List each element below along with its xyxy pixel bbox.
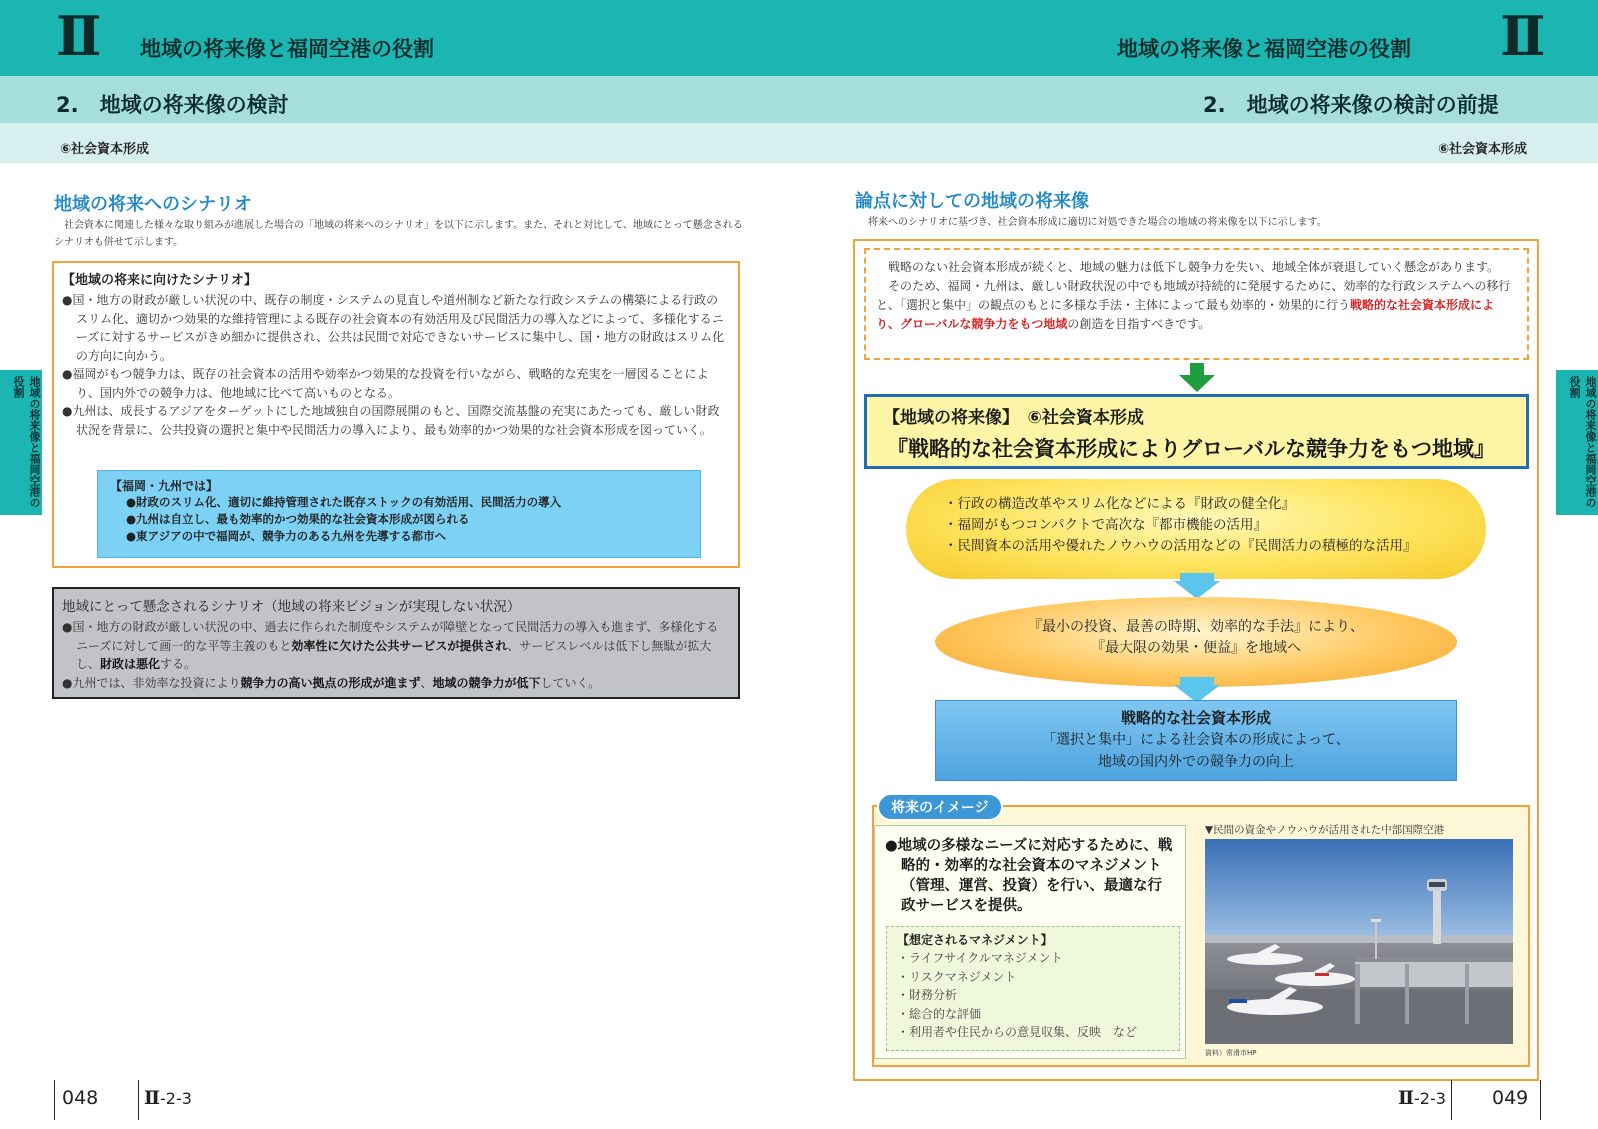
side-tab-right-label: 地域の将来像と福岡空港の役割 [1568, 376, 1597, 508]
footer-divider-left [54, 1080, 55, 1120]
strategic-formation-line-1: 「選択と集中」による社会資本の形成によって、 [1042, 732, 1350, 748]
concern-b1-mid: 、サービスレベルは低下し無駄が拡大し、 [76, 638, 712, 671]
concern-b1-text: ●国・地方の財政が厳しい状況の中、過去に作られた制度やシステムが障壁となって民間活力の導入も進まず、多様化するニーズに対して画一的な平等主義のもと [62, 620, 719, 653]
fukuoka-kyushu-item-2: ●九州は自立し、最も効率的かつ効果的な社会資本形成が図られる [126, 512, 470, 526]
section-title-left: 2. 地域の将来像の検討 [56, 93, 289, 117]
chapter-roman-left: Ⅱ [56, 4, 98, 68]
footer-divider-right-2 [1540, 1080, 1541, 1120]
fukuoka-kyushu-item-3: ●東アジアの中で福岡が、競争力のある九州を先導する都市へ [126, 529, 447, 543]
future-vision-banner [864, 394, 1529, 469]
concern-scenario-box [52, 587, 740, 699]
header-band-bottom [0, 123, 1598, 163]
page-number-left: 048 [62, 1087, 99, 1109]
concern-b1-bold-2: 財政は悪化 [100, 657, 161, 671]
footer-section-left [144, 1087, 192, 1109]
concern-b2-post: していく。 [540, 675, 601, 690]
photo-source: 資料）常滑市HP [1205, 1049, 1257, 1057]
concern-scenario-bullet-2 [62, 674, 730, 693]
concern-b2-bold-2: 地域の競争力が低下 [432, 675, 541, 690]
future-vision-statement: 『戦略的な社会資本形成によりグローバルな競争力をもつ地域』 [887, 437, 1495, 461]
left-intro-text: 社会資本に関連した様々な取り組みが進展した場合の「地域の将来へのシナリオ」を以下に示します。また、それと対比して、地域にとって懸念されるシナリオも併せて示します。 [54, 220, 743, 248]
future-scenario-heading: 【地域の将来に向けたシナリオ】 [62, 273, 257, 288]
concern-b2-text: ●九州では、非効率な投資により [62, 675, 241, 690]
strategic-formation-box [935, 700, 1457, 781]
management-list-heading: 【想定されるマネジメント】 [897, 933, 1053, 947]
footer-code-left: -2-3 [160, 1089, 192, 1108]
strategy-p2-text: そのため、福岡・九州は、厳しい財政状況の中でも地域が持続的に発展するために、効率的な行政システムへの移行と、「選択と集中」の観点のもとに多様な手法・主体によって最も効率的・効果的に行う [876, 279, 1511, 312]
strategy-paragraph-1: 戦略のない社会資本形成が続くと、地域の魅力は低下し競争力を失い、地域全体が衰退していく懸念があります。 [876, 260, 1500, 274]
chapter-title-right: 地域の将来像と福岡空港の役割 [1117, 37, 1411, 61]
management-item-4: ・総合的な評価 [897, 1006, 982, 1021]
fukuoka-kyushu-item-1: ●財政のスリム化、適切に維持管理された既存ストックの有効活用、民間活力の導入 [126, 495, 562, 509]
right-intro-text: 将来へのシナリオに基づき、社会資本形成に適切に対処できた場合の地域の将来像を以下に示します。 [858, 217, 1327, 228]
concern-b1-bold-1: 効率性に欠けた公共サービスが提供され [291, 638, 508, 653]
management-item-2: ・リスクマネジメント [897, 969, 1017, 984]
concern-scenario-heading: 地域にとって懸念されるシナリオ（地域の将来ビジョンが実現しない状況） [62, 599, 521, 615]
investment-line-1: 『最小の投資、最善の時期、効率的な手法』により、 [1028, 619, 1364, 635]
footer-roman-right: Ⅱ [1398, 1087, 1415, 1109]
chapter-roman-right: Ⅱ [1500, 4, 1542, 68]
fukuoka-kyushu-summary-box [97, 470, 701, 558]
management-item-1: ・ライフサイクルマネジメント [897, 951, 1063, 965]
investment-line-2: 『最大限の効果・便益』を地域へ [1091, 640, 1301, 656]
policy-item-2: ・福岡がもつコンパクトで高次な『都市機能の活用』 [944, 517, 1268, 533]
footer-roman-left: Ⅱ [144, 1087, 161, 1109]
future-image-label: 将来のイメージ [877, 793, 1003, 821]
left-section-heading: 地域の将来へのシナリオ [54, 194, 252, 215]
footer-divider-right [1451, 1080, 1452, 1120]
section-title-right: 2. 地域の将来像の検討の前提 [1203, 93, 1499, 117]
chapter-title-left: 地域の将来像と福岡空港の役割 [140, 37, 434, 61]
strategy-p2-emphasis: 戦略的な社会資本形成により、グローバルな競争力をもつ地域 [876, 298, 1495, 331]
footer-divider-left-2 [138, 1080, 139, 1120]
airport-photo [1205, 839, 1513, 1044]
concern-b1-post: する。 [160, 657, 197, 671]
fukuoka-kyushu-heading: 【福岡・九州では】 [110, 479, 219, 493]
management-item-5: ・利用者や住民からの意見収集、反映 など [897, 1025, 1138, 1039]
future-scenario-bullet-2: ●福岡がもつ競争力は、既存の社会資本の活用や効率かつ効果的な投資を行いながら、戦略的な充実を一層図ることにより、国内外での競争力は、他地域に比べて高いものとなる。 [62, 367, 709, 400]
down-arrow-blue-icon [1174, 573, 1220, 599]
policy-item-1: ・行政の構造改革やスリム化などによる『財政の健全化』 [944, 496, 1295, 512]
page-number-right: 049 [1492, 1087, 1529, 1109]
side-tab-left [0, 370, 42, 515]
management-item-3: ・財務分析 [897, 988, 958, 1002]
concern-b2-mid: 、 [420, 675, 433, 690]
strategic-formation-line-2: 地域の国内外での競争力の向上 [1098, 754, 1294, 770]
footer-section-right [1398, 1087, 1446, 1109]
strategy-p2-post: の創造を目指すべきです。 [1067, 317, 1211, 331]
management-list-box [886, 926, 1180, 1051]
investment-effect-oval [935, 597, 1457, 687]
side-tab-left-label: 地域の将来像と福岡空港の役割 [12, 376, 41, 508]
side-tab-right [1556, 370, 1598, 515]
airport-photo-caption: ▼民間の資金やノウハウが活用された中部国際空港 [1205, 824, 1445, 836]
subsection-right: ⑥社会資本形成 [1438, 142, 1528, 157]
airport-photo-image [1205, 839, 1513, 1044]
policy-item-3: ・民間資本の活用や優れたノウハウの活用などの『民間活力の積極的な活用』 [944, 538, 1417, 554]
policy-pill [906, 479, 1486, 579]
concern-scenario-bullet-1 [62, 618, 730, 674]
footer-code-right: -2-3 [1414, 1089, 1446, 1108]
subsection-left: ⑥社会資本形成 [60, 142, 150, 157]
strategy-statement-box [864, 248, 1529, 360]
future-scenario-bullet-3: ●九州は、成長するアジアをターゲットにした地域独自の国際展開のもと、国際交流基盤の充実にあたっても、厳しい財政状況を背景に、公共投資の選択と集中や民間活力の導入により、最も効率的かつ効果的な社会資本形成を図っていく。 [62, 404, 720, 437]
future-vision-label: 【地域の将来像】 ⑥社会資本形成 [883, 408, 1144, 428]
strategy-paragraph-2 [876, 277, 1517, 334]
concern-b2-bold-1: 競争力の高い拠点の形成が進まず [240, 675, 421, 690]
down-arrow-green-icon [1177, 363, 1217, 393]
future-scenario-bullet-1: ●国・地方の財政が厳しい状況の中、既存の制度・システムの見直しや道州制など新たな行政システムの構築による行政のスリム化、適切かつ効果的な維持管理による既存の社会資本の有効活用及び民間活力の導入などによって、多様化するニーズに対するサービスがきめ細かに提供され、公共は民間で対応できないサービスに集中し、国・地方の財政はスリム化の方向に向かう。 [62, 293, 725, 363]
strategic-formation-title: 戦略的な社会資本形成 [1120, 709, 1271, 727]
management-description-text: ●地域の多様なニーズに対応するために、戦略的・効率的な社会資本のマネジメント（管理、運営、投資）を行い、最適な行政サービスを提供。 [885, 838, 1173, 914]
right-section-heading: 論点に対しての地域の将来像 [855, 191, 1089, 212]
